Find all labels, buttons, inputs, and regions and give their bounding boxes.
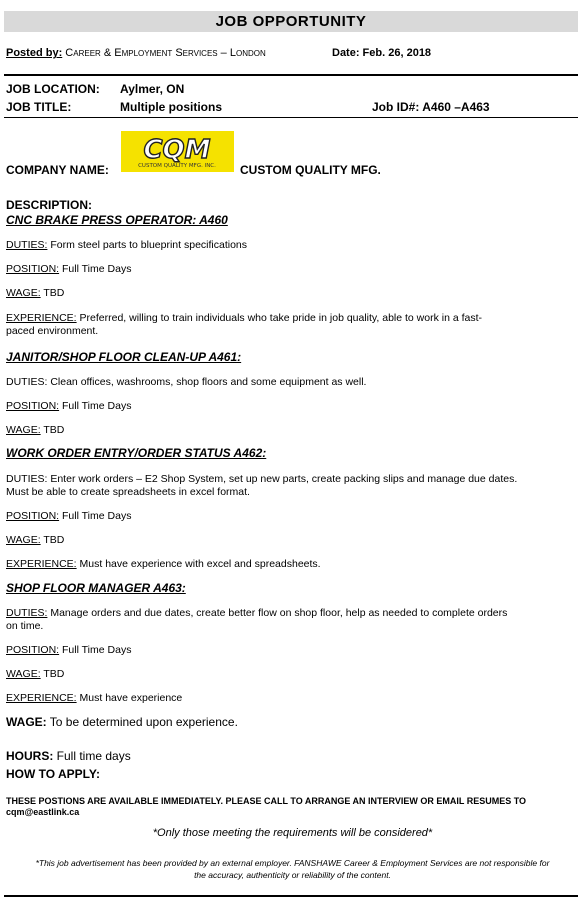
wage-label: WAGE: [6, 287, 41, 299]
how-to-apply-label: HOW TO APPLY: [6, 767, 101, 781]
location-label: JOB LOCATION: [6, 82, 100, 96]
requirement-note: *Only those meeting the requirements will be considered* [152, 827, 433, 839]
summary-wage: WAGE: To be determined upon experience. [6, 715, 238, 729]
company-value: CUSTOM QUALITY MFG. [240, 163, 381, 177]
wage-a461: WAGE: TBD [6, 424, 65, 436]
duties-a460: DUTIES: Form steel parts to blueprint specifications [6, 239, 248, 251]
job-title-label: JOB TITLE: [6, 100, 72, 114]
duties-a462: DUTIES: Enter work orders – E2 Shop System, set up new parts, create packing slips and manage due dates. [6, 473, 518, 485]
location-value: Aylmer, ON [120, 82, 185, 96]
disclaimer-line1: *This job advertisement has been provided by an external employer. FANSHAWE Career & Employment Services are not responsible for [35, 858, 550, 868]
posted-label: Posted by: [6, 47, 63, 59]
header-divider [4, 74, 578, 76]
job-id: Job ID#: A460 –A463 [372, 100, 490, 114]
position-a463: POSITION: Full Time Days [6, 644, 132, 656]
footer-divider [4, 895, 578, 897]
wage-a462: WAGE: TBD [6, 534, 65, 546]
disclaimer-line2: the accuracy, authenticity or reliability of the content. [194, 870, 391, 880]
disclaimer [0, 857, 585, 881]
company-label: COMPANY NAME: [6, 163, 109, 177]
page-title: JOB OPPORTUNITY [4, 11, 578, 32]
logo-text: CQM [143, 135, 211, 165]
job-title-value: Multiple positions [120, 100, 222, 114]
experience-label: EXPERIENCE: [6, 312, 77, 324]
apply-email[interactable]: cqm@eastlink.ca [6, 807, 80, 817]
experience-a462: EXPERIENCE: Must have experience with excel and spreadsheets. [6, 558, 321, 570]
post-date: Date: Feb. 26, 2018 [332, 47, 432, 59]
experience-a463: EXPERIENCE: Must have experience [6, 692, 183, 704]
experience-a460-line2: paced environment. [6, 325, 99, 337]
position-a461: POSITION: Full Time Days [6, 400, 132, 412]
section-heading-a461: JANITOR/SHOP FLOOR CLEAN-UP A461: [6, 350, 242, 364]
duties-label: DUTIES: [6, 239, 48, 251]
summary-hours: HOURS: Full time days [6, 749, 131, 763]
header-divider-thin [4, 117, 578, 118]
logo-subtext: CUSTOM QUALITY MFG. INC. [138, 163, 216, 169]
position-label: POSITION: [6, 263, 60, 275]
apply-notice-text: THESE POSTIONS ARE AVAILABLE IMMEDIATELY. PLEASE CALL TO ARRANGE AN INTERVIEW OR EMAIL RESUMES TO [6, 796, 527, 806]
section-heading-a460: CNC BRAKE PRESS OPERATOR: A460 [6, 213, 228, 227]
section-heading-a462: WORK ORDER ENTRY/ORDER STATUS A462: [6, 446, 267, 460]
duties-a462-line2: Must be able to create spreadsheets in excel format. [6, 486, 250, 498]
experience-a460: EXPERIENCE: Preferred, willing to train individuals who take pride in job quality, able to work in a fast- [6, 312, 483, 324]
apply-notice [6, 796, 580, 818]
wage-a460: WAGE: TBD [6, 287, 65, 299]
duties-a461: DUTIES: Clean offices, washrooms, shop floors and some equipment as well. [6, 376, 367, 388]
duties-a463-line2: on time. [6, 620, 44, 632]
position-a462: POSITION: Full Time Days [6, 510, 132, 522]
description-label: DESCRIPTION: [6, 198, 93, 212]
duties-a463: DUTIES: Manage orders and due dates, create better flow on shop floor, help as needed to complete orders [6, 607, 508, 619]
position-a460: POSITION: Full Time Days [6, 263, 132, 275]
company-logo [121, 131, 234, 172]
section-heading-a463: SHOP FLOOR MANAGER A463: [6, 581, 186, 595]
posted-by [6, 47, 266, 59]
wage-a463: WAGE: TBD [6, 668, 65, 680]
posted-by-value: Career & Employment Services – London [65, 47, 266, 59]
